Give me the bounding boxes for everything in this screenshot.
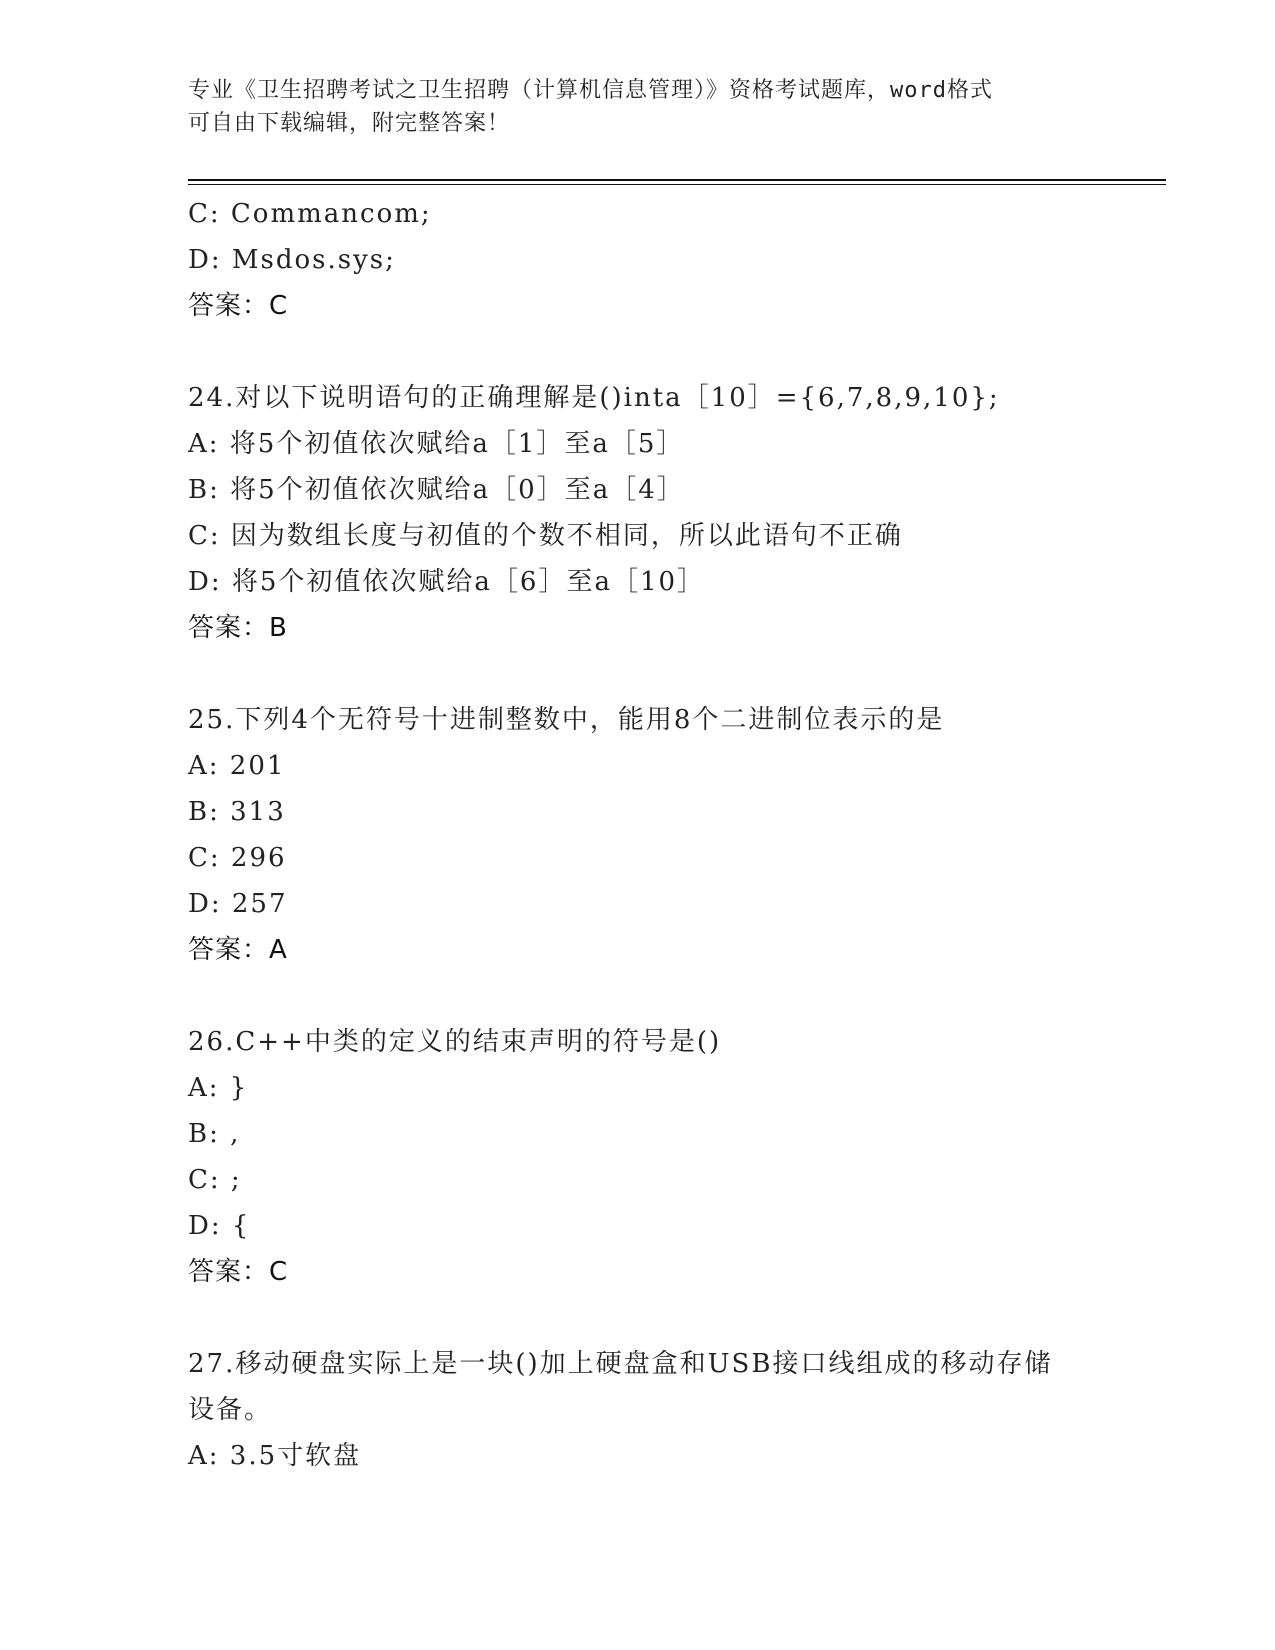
document-header — [188, 74, 1088, 140]
option-a: A: 201 — [188, 751, 286, 781]
question-24 — [188, 375, 1148, 651]
question-25 — [188, 697, 1148, 973]
option-a: A: } — [188, 1073, 249, 1103]
header-divider — [188, 179, 1166, 181]
question-text-line-2: 设备。 — [188, 1395, 273, 1425]
question-text: 26.C++中类的定义的结束声明的符号是() — [188, 1027, 722, 1057]
spacer — [188, 329, 1148, 375]
answer-line: 答案：C — [188, 291, 289, 321]
question-27 — [188, 1341, 1148, 1479]
option-a: A: 3.5寸软盘 — [188, 1441, 362, 1471]
answer-line: 答案：A — [188, 935, 288, 965]
option-d: D: 257 — [188, 889, 288, 919]
question-26 — [188, 1019, 1148, 1295]
question-text-line-1: 27.移动硬盘实际上是一块()加上硬盘盒和USB接口线组成的移动存储 — [188, 1349, 1053, 1379]
option-b: B: 将5个初值依次赋给a［0］至a［4］ — [188, 475, 685, 505]
option-b: B: 313 — [188, 797, 286, 827]
option-a: A: 将5个初值依次赋给a［1］至a［5］ — [188, 429, 685, 459]
question-text: 25.下列4个无符号十进制整数中，能用8个二进制位表示的是 — [188, 705, 945, 735]
question-23-continued — [188, 191, 1148, 329]
header-line-1: 专业《卫生招聘考试之卫生招聘（计算机信息管理）》资格考试题库，word格式 — [188, 78, 993, 103]
option-d: D: { — [188, 1211, 251, 1241]
option-d: D: 将5个初值依次赋给a［6］至a［10］ — [188, 567, 706, 597]
spacer — [188, 1295, 1148, 1341]
answer-line: 答案：B — [188, 613, 288, 643]
question-list — [188, 191, 1148, 1479]
option-c: C: 因为数组长度与初值的个数不相同，所以此语句不正确 — [188, 521, 903, 551]
header-line-2: 可自由下载编辑，附完整答案！ — [188, 111, 511, 136]
answer-line: 答案：C — [188, 1257, 289, 1287]
header-divider-thin — [188, 184, 1166, 185]
option-c: C: 296 — [188, 843, 287, 873]
option-d: D: Msdos.sys; — [188, 245, 396, 275]
question-text: 24.对以下说明语句的正确理解是()inta［10］={6,7,8,9,10}; — [188, 383, 1000, 413]
spacer — [188, 651, 1148, 697]
spacer — [188, 973, 1148, 1019]
option-b: B: , — [188, 1119, 241, 1149]
option-c: C: Commancom; — [188, 199, 432, 229]
option-c: C: ; — [188, 1165, 242, 1195]
